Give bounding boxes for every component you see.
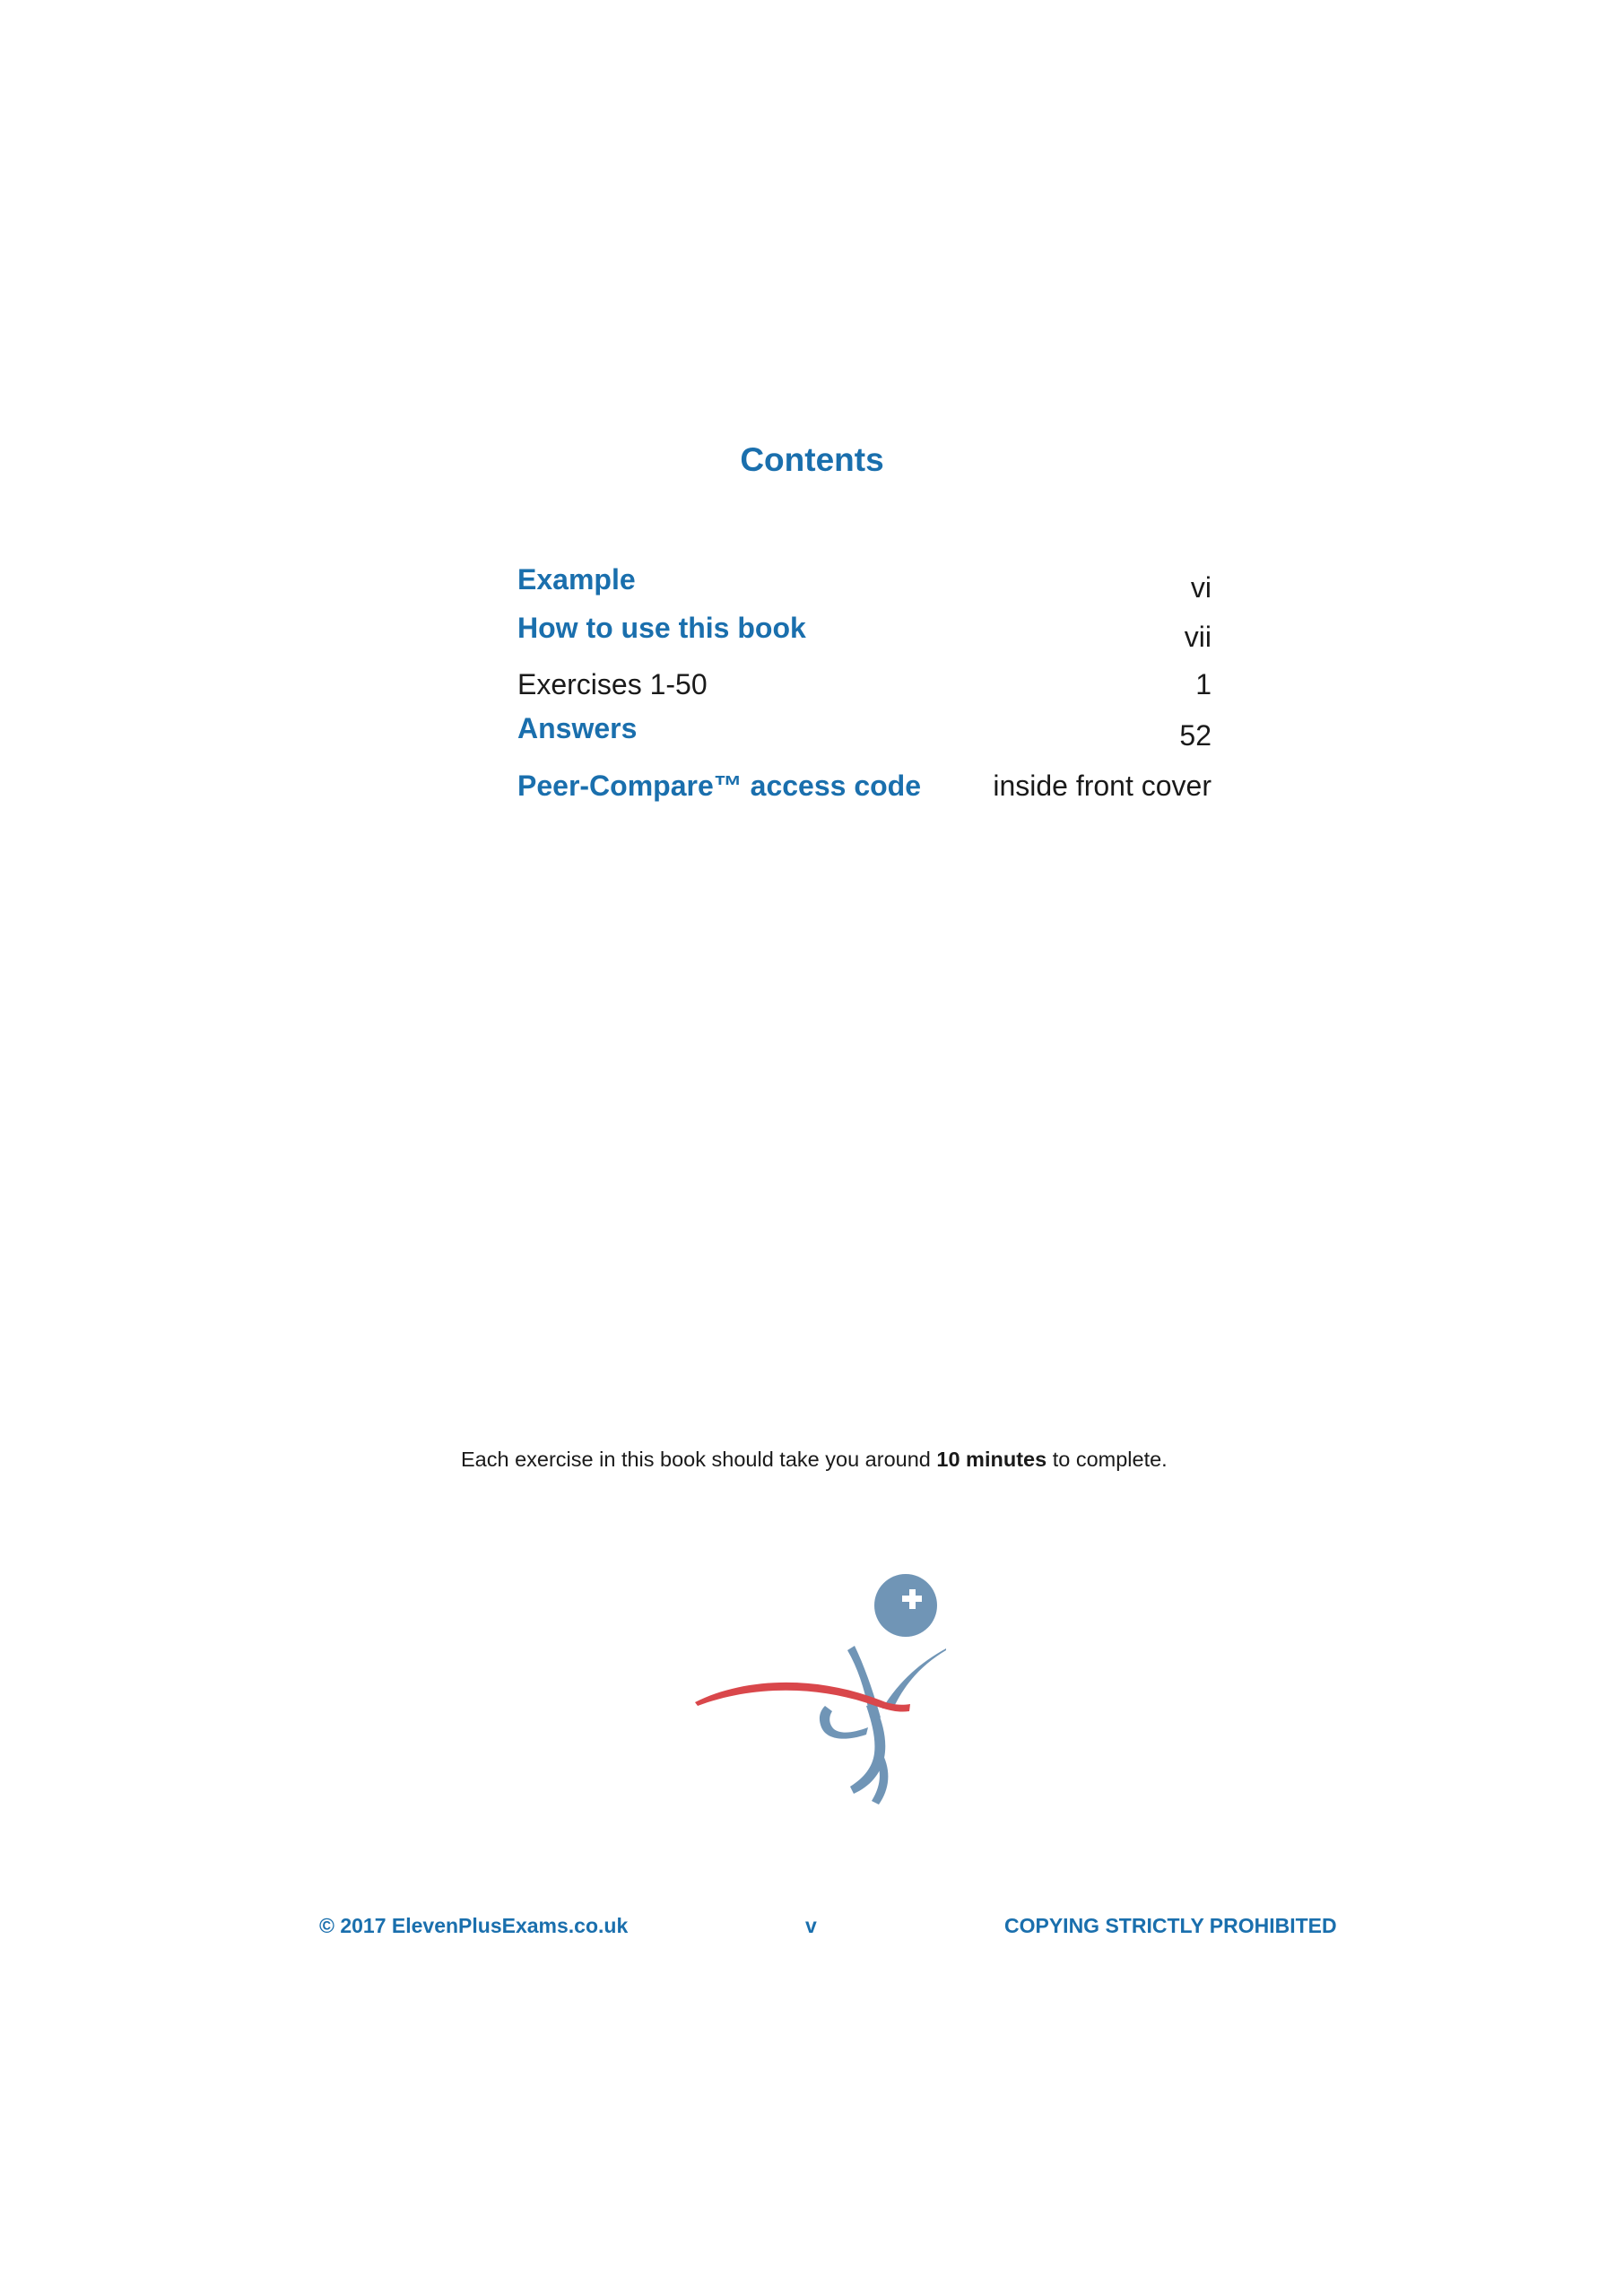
exercise-time-note (461, 1448, 1168, 1472)
footer-copying-notice: COPYING STRICTLY PROHIBITED (1004, 1914, 1337, 1937)
toc-entry-page: vii (1184, 621, 1211, 653)
logo-plus-horizontal (902, 1596, 922, 1602)
toc-entry-page: 1 (1195, 668, 1211, 700)
toc-entry-label: Peer-Compare™ access code (517, 770, 921, 802)
toc-entry-page: inside front cover (993, 770, 1211, 802)
note-text-bold: 10 minutes (936, 1448, 1047, 1471)
footer-page-number: v (805, 1914, 817, 1937)
toc-entry-label: Example (517, 563, 636, 596)
logo-right-arm (882, 1648, 946, 1709)
runner-logo-icon (690, 1570, 951, 1812)
logo-head (874, 1574, 937, 1637)
toc-entry-page: vi (1190, 571, 1211, 604)
toc-entry-label: Exercises 1-50 (517, 668, 708, 700)
toc-entry-label: How to use this book (517, 612, 806, 644)
logo-leg (820, 1706, 868, 1739)
contents-list (517, 0, 1211, 2296)
note-text-after: to complete. (1046, 1448, 1168, 1471)
note-text-before: Each exercise in this book should take you around (461, 1448, 937, 1471)
toc-entry-page: 52 (1179, 719, 1211, 752)
logo-finish-ribbon (695, 1683, 910, 1712)
toc-entry-label: Answers (517, 712, 638, 744)
contents-title: Contents (740, 441, 884, 478)
footer-copyright: © 2017 ElevenPlusExams.co.uk (319, 1914, 629, 1937)
